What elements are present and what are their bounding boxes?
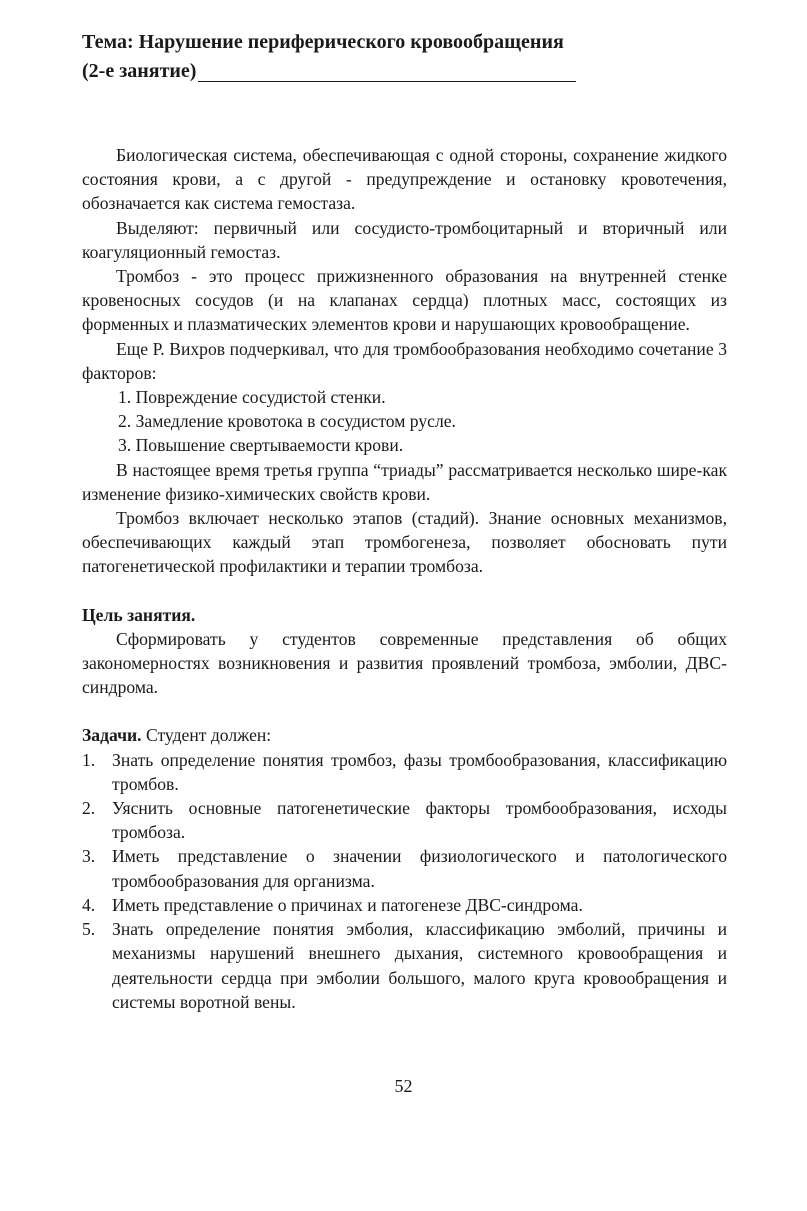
list-item: 3. Повышение свертываемости крови. (118, 435, 404, 456)
list-item: 1. Повреждение сосудистой стенки. (118, 387, 386, 408)
list-item-text: Знать определение понятия тромбоз, фазы тромбообразования, классификацию тромбов. (112, 749, 727, 794)
list-item-number: 2. (82, 798, 96, 819)
list-item-number: 4. (82, 894, 96, 915)
document-page (82, 28, 727, 1014)
list-item-text: Иметь представление о значении физиологического и патологического тромбообразования для организма. (112, 846, 727, 891)
page-number: 52 (394, 1076, 413, 1096)
tasks-header (82, 723, 727, 747)
list-item: 2. Замедление кровотока в сосудистом русле. (118, 411, 456, 432)
goal-text: Сформировать у студентов современные представления об общих закономерностях возникновения и развития проявлений тромбоза, эмболии, ДВС-синдрома. (82, 628, 727, 698)
intro-paragraph-2: Выделяют: первичный или сосудисто-тромбоцитарный и вторичный или коагуляционный гемостаз. (82, 217, 727, 262)
list-item-number: 3. (82, 846, 96, 867)
list-item-text: Знать определение понятия эмболия, классификацию эмболий, причины и механизмы нарушений внешнего дыхания, системного кровообращения и деятельности сердца при эмболии большого, малого круга кровообращения и системы воротной вены. (112, 919, 727, 1012)
title-line-2 (82, 57, 727, 86)
title-underline (198, 81, 576, 82)
title-session: (2-е занятие) (82, 60, 197, 82)
goal-heading: Цель занятия. (82, 604, 196, 625)
tasks-list (82, 748, 727, 1014)
intro-paragraph-6: Тромбоз включает несколько этапов (стадий). Знание основных механизмов, обеспечивающих каждый этап тромбогенеза, позволяет обосновать пути патогенетической профилактики и терапии тромбоза. (82, 508, 727, 577)
list-item (82, 796, 727, 844)
list-item-text: Уяснить основные патогенетические факторы тромбообразования, исходы тромбоза. (112, 798, 727, 843)
list-item-text: Иметь представление о причинах и патогенезе ДВС-синдрома. (112, 894, 583, 915)
list-item-number: 1. (82, 749, 96, 770)
factors-list (82, 385, 727, 458)
tasks-lead: Студент должен: (141, 725, 272, 746)
tasks-heading: Задачи. (82, 725, 142, 746)
list-item (82, 917, 727, 1014)
intro-paragraph-5: В настоящее время третья группа “триады” рассматривается несколько шире-как изменение физико-химических свойств крови. (82, 459, 727, 504)
goal-section (82, 603, 727, 700)
list-item (82, 844, 727, 892)
intro-paragraph-3: Тромбоз - это процесс прижизненного образования на внутренней стенке кровеносных сосудов (и на клапанах сердца) плотных масс, состоящих из форменных и плазматических элементов крови и нарушающих кровообращение. (82, 266, 727, 335)
tasks-section (82, 723, 727, 1013)
list-item-number: 5. (82, 919, 96, 940)
page-title (82, 28, 727, 86)
list-item (82, 893, 727, 917)
list-item (82, 748, 727, 796)
title-line-1: Тема: Нарушение периферического кровообращения (82, 31, 564, 53)
intro-paragraph-4: Еще Р. Вихров подчеркивал, что для тромбообразования необходимо сочетание 3 факторов: (82, 338, 727, 383)
intro-paragraph-1: Биологическая система, обеспечивающая с одной стороны, сохранение жидкого состояния крови, а с другой - предупреждение и остановку кровотечения, обозначается как система гемостаза. (82, 145, 727, 214)
intro-section (82, 143, 727, 579)
